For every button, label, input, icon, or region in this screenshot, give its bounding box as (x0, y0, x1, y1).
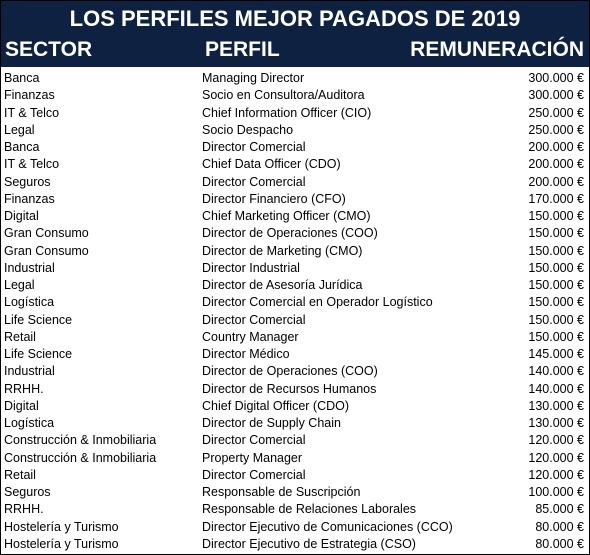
cell-perfil: Director Financiero (CFO) (202, 191, 346, 206)
table-row (1, 260, 589, 277)
cell-remuneracion: 150.000 € (528, 226, 584, 241)
table-row (1, 363, 589, 380)
cell-perfil: Director Médico (202, 347, 290, 361)
cell-perfil: Director Comercial (202, 140, 306, 154)
table-body (1, 70, 589, 553)
cell-perfil: Director de Asesoría Jurídica (202, 278, 363, 292)
cell-perfil: Director de Operaciones (COO) (202, 364, 378, 379)
cell-sector: Gran Consumo (4, 243, 89, 258)
column-header-sector: SECTOR (5, 38, 93, 61)
table-row (1, 450, 589, 467)
cell-sector: IT & Telco (4, 157, 60, 172)
cell-perfil: Country Manager (202, 329, 299, 344)
cell-perfil: Director Ejecutivo de Estrategia (CSO) (202, 536, 416, 551)
table-row (1, 208, 589, 225)
cell-perfil: Director de Operaciones (COO) (202, 226, 378, 241)
cell-perfil: Chief Data Officer (CDO) (202, 157, 341, 172)
table-row (1, 191, 589, 208)
table-row (1, 519, 589, 536)
table-row (1, 70, 589, 87)
table-row (1, 346, 589, 363)
cell-perfil: Responsable de Suscripción (202, 485, 361, 499)
cell-remuneracion: 170.000 € (528, 191, 584, 206)
table-row (1, 536, 589, 553)
table-row (1, 415, 589, 432)
cell-sector: Seguros (4, 174, 51, 189)
cell-remuneracion: 140.000 € (528, 381, 584, 396)
table-row (1, 381, 589, 398)
table-row (1, 312, 589, 329)
cell-remuneracion: 145.000 € (528, 347, 584, 361)
cell-perfil: Director Comercial (202, 312, 306, 327)
cell-sector: Finanzas (4, 88, 55, 103)
cell-sector: Banca (4, 140, 40, 154)
cell-sector: Retail (4, 467, 36, 482)
table-row (1, 105, 589, 122)
cell-remuneracion: 200.000 € (528, 140, 584, 154)
cell-perfil: Chief Digital Officer (CDO) (202, 398, 350, 413)
cell-sector: IT & Telco (4, 105, 60, 120)
cell-sector: Retail (4, 329, 36, 344)
cell-remuneracion: 300.000 € (528, 71, 584, 85)
cell-perfil: Director de Marketing (CMO) (202, 243, 363, 258)
cell-remuneracion: 120.000 € (528, 433, 584, 448)
cell-remuneracion: 100.000 € (528, 485, 584, 499)
table-row (1, 174, 589, 191)
table-title: LOS PERFILES MEJOR PAGADOS DE 2019 (69, 6, 521, 31)
cell-sector: Industrial (4, 260, 55, 275)
cell-sector: Hostelería y Turismo (4, 536, 119, 551)
cell-sector: Finanzas (4, 191, 55, 206)
table-row (1, 329, 589, 346)
cell-perfil: Socio en Consultora/Auditora (202, 88, 365, 103)
cell-remuneracion: 150.000 € (528, 329, 584, 344)
cell-remuneracion: 300.000 € (528, 88, 584, 103)
table-header (1, 1, 589, 67)
cell-remuneracion: 150.000 € (528, 278, 584, 292)
cell-perfil: Chief Marketing Officer (CMO) (202, 209, 371, 223)
table-row (1, 243, 589, 260)
cell-remuneracion: 130.000 € (528, 398, 584, 413)
cell-perfil: Director Comercial (202, 433, 306, 448)
cell-remuneracion: 120.000 € (528, 467, 584, 482)
cell-sector: Life Science (4, 312, 73, 327)
cell-perfil: Director Industrial (202, 260, 300, 275)
cell-remuneracion: 120.000 € (528, 450, 584, 465)
cell-remuneracion: 150.000 € (528, 295, 584, 310)
column-header-remuneracion: REMUNERACIÓN (410, 38, 584, 61)
table-row (1, 484, 589, 501)
cell-remuneracion: 130.000 € (528, 416, 584, 430)
cell-sector: Digital (4, 398, 39, 413)
cell-remuneracion: 80.000 € (535, 536, 584, 551)
cell-remuneracion: 80.000 € (535, 519, 584, 534)
cell-perfil: Director de Supply Chain (202, 416, 341, 430)
cell-remuneracion: 85.000 € (535, 502, 584, 517)
cell-sector: Construcción & Inmobiliaria (4, 433, 157, 448)
cell-sector: Logística (4, 295, 55, 310)
cell-perfil: Chief Information Officer (CIO) (202, 105, 372, 120)
cell-perfil: Property Manager (202, 450, 303, 465)
cell-sector: Life Science (4, 347, 73, 361)
cell-sector: Gran Consumo (4, 226, 89, 241)
table-row (1, 467, 589, 484)
cell-perfil: Director Ejecutivo de Comunicaciones (CCO) (202, 519, 453, 534)
cell-remuneracion: 140.000 € (528, 364, 584, 379)
table-row (1, 294, 589, 311)
cell-remuneracion: 150.000 € (528, 312, 584, 327)
cell-remuneracion: 200.000 € (528, 157, 584, 172)
cell-perfil: Socio Despacho (202, 122, 294, 137)
table-row (1, 122, 589, 139)
column-header-perfil: PERFIL (205, 38, 280, 61)
cell-perfil: Director Comercial (202, 467, 306, 482)
cell-remuneracion: 200.000 € (528, 174, 584, 189)
table-row (1, 398, 589, 415)
cell-remuneracion: 150.000 € (528, 209, 584, 223)
table-row (1, 277, 589, 294)
table-row (1, 87, 589, 104)
cell-perfil: Director Comercial (202, 174, 306, 189)
cell-remuneracion: 250.000 € (528, 105, 584, 120)
cell-sector: Hostelería y Turismo (4, 519, 119, 534)
table-row (1, 432, 589, 449)
cell-perfil: Director de Recursos Humanos (202, 381, 377, 396)
cell-sector: Legal (4, 122, 35, 137)
cell-remuneracion: 150.000 € (528, 260, 584, 275)
table-row (1, 501, 589, 518)
table-row (1, 225, 589, 242)
cell-sector: RRHH. (4, 381, 44, 396)
cell-sector: Construcción & Inmobiliaria (4, 450, 157, 465)
table-row (1, 156, 589, 173)
table-row (1, 139, 589, 156)
cell-sector: Banca (4, 71, 40, 85)
cell-sector: Legal (4, 278, 35, 292)
cell-sector: Seguros (4, 485, 51, 499)
cell-sector: RRHH. (4, 502, 44, 517)
cell-sector: Logística (4, 416, 55, 430)
cell-sector: Digital (4, 209, 39, 223)
cell-perfil: Director Comercial en Operador Logístico (202, 295, 433, 310)
cell-remuneracion: 250.000 € (528, 122, 584, 137)
cell-sector: Industrial (4, 364, 55, 379)
cell-perfil: Managing Director (202, 71, 305, 85)
cell-perfil: Responsable de Relaciones Laborales (202, 502, 417, 517)
cell-remuneracion: 150.000 € (528, 243, 584, 258)
